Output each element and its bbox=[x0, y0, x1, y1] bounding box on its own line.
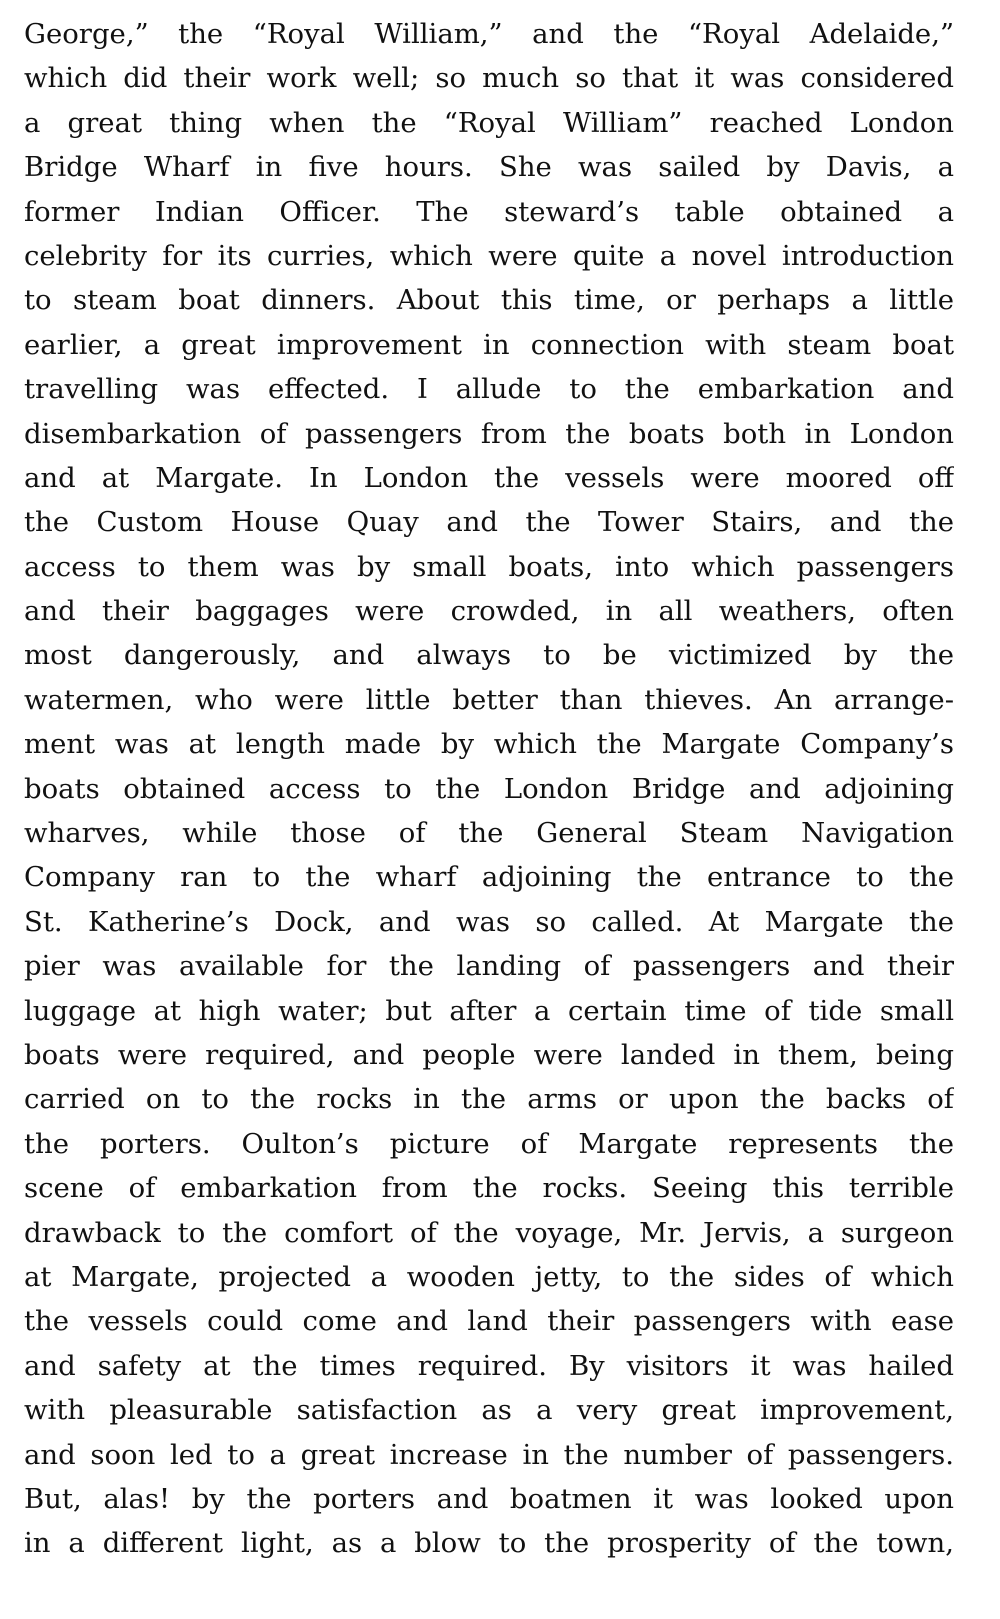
text-line: earlier, a great improvement in connection with steam boat bbox=[24, 328, 954, 361]
text-line: scene of embarkation from the rocks. Seeing this terrible bbox=[24, 1172, 954, 1205]
text-line: in a different light, as a blow to the prosperity of the town, bbox=[24, 1527, 954, 1560]
text-line: the vessels could come and land their passengers with ease bbox=[24, 1305, 954, 1338]
text-line: which did their work well; so much so that it was considered bbox=[24, 62, 954, 95]
text-line: St. Katherine’s Dock, and was so called. At Margate the bbox=[24, 905, 954, 938]
text-line: the Custom House Quay and the Tower Stairs, and the bbox=[24, 506, 954, 539]
text-line: access to them was by small boats, into which passengers bbox=[24, 550, 954, 583]
text-line: travelling was effected. I allude to the embarkation and bbox=[24, 373, 954, 406]
text-line: luggage at high water; but after a certain time of tide small bbox=[24, 994, 954, 1027]
text-line: the porters. Oulton’s picture of Margate represents the bbox=[24, 1127, 954, 1160]
text-line: carried on to the rocks in the arms or upon the backs of bbox=[24, 1083, 954, 1116]
text-line: disembarkation of passengers from the boats both in London bbox=[24, 417, 954, 450]
text-line: pier was available for the landing of passengers and their bbox=[24, 950, 954, 983]
text-line: Company ran to the wharf adjoining the entrance to the bbox=[24, 861, 954, 894]
text-line: and soon led to a great increase in the number of passengers. bbox=[24, 1438, 954, 1471]
text-line: ment was at length made by which the Margate Company’s bbox=[24, 728, 954, 761]
text-line: at Margate, projected a wooden jetty, to the sides of which bbox=[24, 1260, 954, 1293]
text-line: and at Margate. In London the vessels were moored off bbox=[24, 461, 954, 494]
text-line: celebrity for its curries, which were quite a novel introduction bbox=[24, 239, 954, 272]
text-line: But, alas! by the porters and boatmen it was looked upon bbox=[24, 1482, 954, 1515]
text-line: Bridge Wharf in five hours. She was sailed by Davis, a bbox=[24, 151, 954, 184]
text-line: a great thing when the “Royal William” reached London bbox=[24, 106, 954, 139]
text-line: most dangerously, and always to be victimized by the bbox=[24, 639, 954, 672]
text-line: and their baggages were crowded, in all weathers, often bbox=[24, 595, 954, 628]
text-line: boats were required, and people were landed in them, being bbox=[24, 1038, 954, 1071]
body-text bbox=[24, 12, 954, 1566]
text-line: wharves, while those of the General Steam Navigation bbox=[24, 817, 954, 850]
text-line: George,” the “Royal William,” and the “Royal Adelaide,” bbox=[24, 18, 954, 50]
text-line: former Indian Officer. The steward’s table obtained a bbox=[24, 195, 954, 228]
text-line: to steam boat dinners. About this time, or perhaps a little bbox=[24, 284, 954, 317]
text-line: boats obtained access to the London Bridge and adjoining bbox=[24, 772, 954, 805]
text-line: with pleasurable satisfaction as a very great improvement, bbox=[24, 1394, 954, 1427]
text-line: watermen, who were little better than thieves. An arrange- bbox=[24, 683, 954, 716]
text-line: and safety at the times required. By visitors it was hailed bbox=[24, 1349, 954, 1382]
text-line: drawback to the comfort of the voyage, Mr. Jervis, a surgeon bbox=[24, 1216, 954, 1249]
